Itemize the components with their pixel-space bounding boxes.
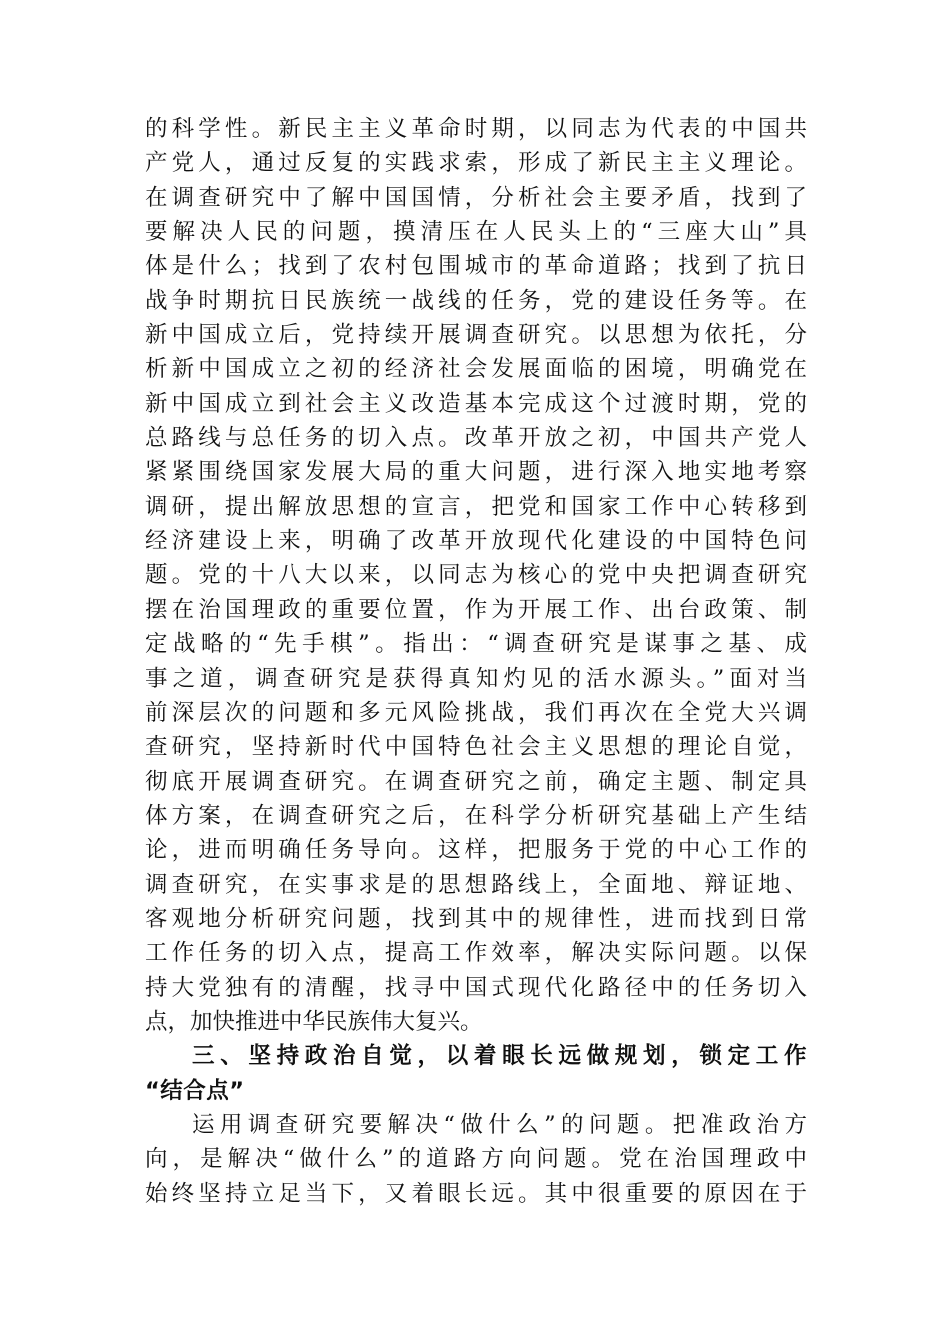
text-line: 运用调查研究要解决“做什么”的问题。把准政治方 bbox=[192, 1111, 807, 1138]
text-line: 定战略的“先手棋”。指出：“调查研究是谋事之基、成 bbox=[145, 631, 807, 658]
text-line: 查研究，坚持新时代中国特色社会主义思想的理论自觉， bbox=[145, 734, 807, 761]
text-line: 的科学性。新民主主义革命时期，以同志为代表的中国共 bbox=[145, 116, 807, 142]
section-heading-line: 三、坚持政治自觉，以着眼长远做规划，锁定工作 bbox=[192, 1043, 807, 1070]
text-line: 在调查研究中了解中国国情，分析社会主要矛盾，找到了 bbox=[145, 184, 807, 211]
text-line: 体方案，在调查研究之后，在科学分析研究基础上产生结 bbox=[145, 802, 807, 829]
text-line: 客观地分析研究问题，找到其中的规律性，进而找到日常 bbox=[145, 905, 807, 932]
text-line: 体是什么；找到了农村包围城市的革命道路；找到了抗日 bbox=[145, 253, 807, 280]
text-line: 调查研究，在实事求是的思想路线上，全面地、辩证地、 bbox=[145, 871, 807, 898]
text-line: 工作任务的切入点，提高工作效率，解决实际问题。以保 bbox=[145, 940, 807, 967]
text-line: 总路线与总任务的切入点。改革开放之初，中国共产党人 bbox=[145, 425, 807, 452]
section-heading bbox=[145, 1039, 807, 1108]
text-line: 题。党的十八大以来，以同志为核心的党中央把调查研究 bbox=[145, 562, 807, 589]
body-paragraph bbox=[145, 1108, 807, 1211]
text-line: 点，加快推进中华民族伟大复兴。 bbox=[145, 1008, 483, 1035]
text-line: 事之道，调查研究是获得真知灼见的活水源头。”面对当 bbox=[145, 665, 807, 692]
section-heading-line: “结合点” bbox=[145, 1077, 245, 1104]
text-line: 产党人，通过反复的实践求索，形成了新民主主义理论。 bbox=[145, 150, 807, 177]
text-line: 摆在治国理政的重要位置，作为开展工作、出台政策、制 bbox=[145, 596, 807, 623]
text-line: 彻底开展调查研究。在调查研究之前，确定主题、制定具 bbox=[145, 768, 807, 795]
text-line: 析新中国成立之初的经济社会发展面临的困境，明确党在 bbox=[145, 356, 807, 383]
body-paragraph bbox=[145, 112, 807, 1039]
text-line: 新中国成立到社会主义改造基本完成这个过渡时期，党的 bbox=[145, 390, 807, 417]
text-line: 始终坚持立足当下，又着眼长远。其中很重要的原因在于 bbox=[145, 1180, 807, 1207]
text-line: 前深层次的问题和多元风险挑战，我们再次在全党大兴调 bbox=[145, 699, 807, 726]
text-line: 持大党独有的清醒，找寻中国式现代化路径中的任务切入 bbox=[145, 974, 807, 1001]
text-line: 调研，提出解放思想的宣言，把党和国家工作中心转移到 bbox=[145, 493, 807, 520]
text-line: 新中国成立后，党持续开展调查研究。以思想为依托，分 bbox=[145, 322, 807, 349]
text-line: 经济建设上来，明确了改革开放现代化建设的中国特色问 bbox=[145, 528, 807, 555]
document-page bbox=[145, 112, 807, 1211]
text-line: 紧紧围绕国家发展大局的重大问题，进行深入地实地考察 bbox=[145, 459, 807, 486]
text-line: 论，进而明确任务导向。这样，把服务于党的中心工作的 bbox=[145, 837, 807, 864]
text-line: 要解决人民的问题，摸清压在人民头上的“三座大山”具 bbox=[145, 219, 807, 246]
text-line: 向，是解决“做什么”的道路方向问题。党在治国理政中 bbox=[145, 1146, 807, 1173]
text-line: 战争时期抗日民族统一战线的任务，党的建设任务等。在 bbox=[145, 287, 807, 314]
